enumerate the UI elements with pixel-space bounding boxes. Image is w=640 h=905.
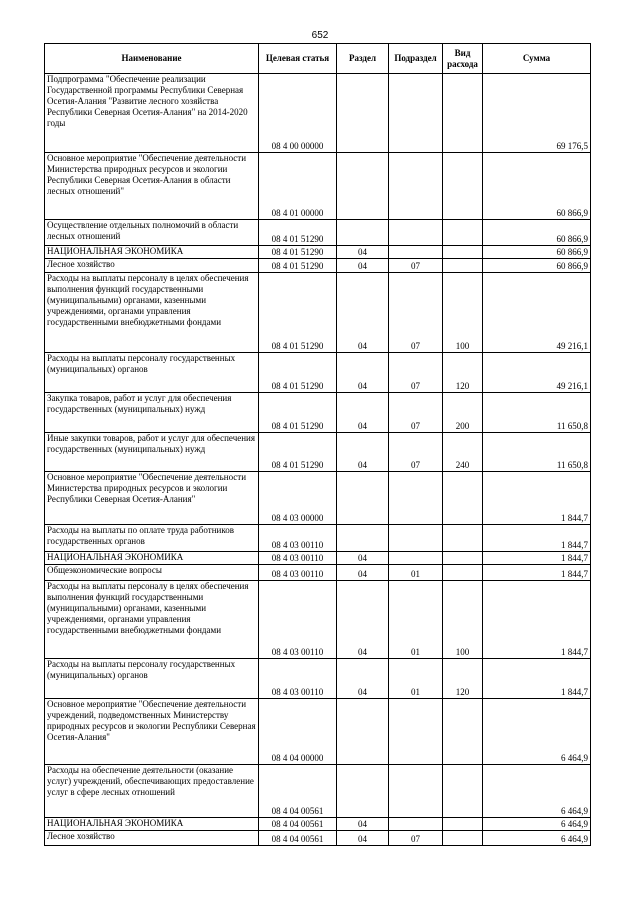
row-subsection xyxy=(389,220,443,246)
row-subsection: 07 xyxy=(389,393,443,433)
row-sum: 60 866,9 xyxy=(483,246,591,259)
row-sum: 60 866,9 xyxy=(483,220,591,246)
row-name: Основное мероприятие "Обеспечение деятельности Министерства природных ресурсов и экологии Республики Северная Осетия-Алания" xyxy=(45,472,259,525)
header-target-article: Целевая статья xyxy=(259,44,337,74)
header-section: Раздел xyxy=(337,44,389,74)
row-name: НАЦИОНАЛЬНАЯ ЭКОНОМИКА xyxy=(45,246,259,259)
row-subsection: 01 xyxy=(389,659,443,699)
row-name: Иные закупки товаров, работ и услуг для обеспечения государственных (муниципальных) нужд xyxy=(45,433,259,472)
row-sum: 6 464,9 xyxy=(483,818,591,831)
row-section: 04 xyxy=(337,246,389,259)
row-sum: 11 650,8 xyxy=(483,433,591,472)
row-name: Лесное хозяйство xyxy=(45,831,259,846)
table-row xyxy=(45,659,591,699)
row-section xyxy=(337,74,389,153)
table-row xyxy=(45,699,591,765)
table-row xyxy=(45,353,591,393)
row-name: НАЦИОНАЛЬНАЯ ЭКОНОМИКА xyxy=(45,818,259,831)
table-row xyxy=(45,220,591,246)
row-sum: 1 844,7 xyxy=(483,565,591,581)
table-row xyxy=(45,433,591,472)
budget-table xyxy=(44,43,591,846)
row-expense-type: 100 xyxy=(443,273,483,353)
row-target-article: 08 4 01 51290 xyxy=(259,246,337,259)
row-sum: 1 844,7 xyxy=(483,525,591,552)
row-expense-type: 240 xyxy=(443,433,483,472)
row-name: Лесное хозяйство xyxy=(45,259,259,273)
row-target-article: 08 4 03 00110 xyxy=(259,581,337,659)
row-subsection xyxy=(389,246,443,259)
row-subsection: 07 xyxy=(389,273,443,353)
row-expense-type xyxy=(443,552,483,565)
row-target-article: 08 4 04 00561 xyxy=(259,818,337,831)
row-subsection xyxy=(389,472,443,525)
row-target-article: 08 4 03 00110 xyxy=(259,525,337,552)
row-subsection: 07 xyxy=(389,831,443,846)
row-sum: 49 216,1 xyxy=(483,353,591,393)
row-section: 04 xyxy=(337,393,389,433)
table-row xyxy=(45,153,591,220)
row-section xyxy=(337,525,389,552)
row-name: Общеэкономические вопросы xyxy=(45,565,259,581)
table-row xyxy=(45,246,591,259)
row-target-article: 08 4 03 00110 xyxy=(259,552,337,565)
row-target-article: 08 4 01 51290 xyxy=(259,273,337,353)
row-subsection: 01 xyxy=(389,581,443,659)
row-target-article: 08 4 04 00561 xyxy=(259,831,337,846)
row-section xyxy=(337,220,389,246)
row-sum: 1 844,7 xyxy=(483,581,591,659)
row-name: Расходы на выплаты по оплате труда работников государственных органов xyxy=(45,525,259,552)
row-subsection xyxy=(389,699,443,765)
row-section: 04 xyxy=(337,552,389,565)
row-expense-type: 120 xyxy=(443,659,483,699)
table-row xyxy=(45,393,591,433)
row-expense-type xyxy=(443,246,483,259)
row-sum: 1 844,7 xyxy=(483,659,591,699)
row-name: Осуществление отдельных полномочий в области лесных отношений xyxy=(45,220,259,246)
row-name: Основное мероприятие "Обеспечение деятельности учреждений, подведомственных Министерству природных ресурсов и экологии Республики Северная Осетия-Алания" xyxy=(45,699,259,765)
row-expense-type: 200 xyxy=(443,393,483,433)
row-expense-type xyxy=(443,153,483,220)
row-target-article: 08 4 01 51290 xyxy=(259,393,337,433)
header-name: Наименование xyxy=(45,44,259,74)
row-sum: 1 844,7 xyxy=(483,552,591,565)
row-subsection xyxy=(389,525,443,552)
row-section: 04 xyxy=(337,259,389,273)
table-header-row xyxy=(45,44,591,74)
table-row xyxy=(45,525,591,552)
row-sum: 49 216,1 xyxy=(483,273,591,353)
row-subsection: 07 xyxy=(389,259,443,273)
row-section xyxy=(337,765,389,818)
row-section: 04 xyxy=(337,581,389,659)
header-expense-type: Вид расхода xyxy=(443,44,483,74)
row-subsection xyxy=(389,74,443,153)
row-name: Расходы на выплаты персоналу государственных (муниципальных) органов xyxy=(45,659,259,699)
row-target-article: 08 4 04 00561 xyxy=(259,765,337,818)
row-name: Расходы на выплаты персоналу в целях обеспечения выполнения функций государственными (муниципальными) органами, казенными учреждениями, органами управления государственными внебюджетными фондами xyxy=(45,581,259,659)
row-target-article: 08 4 04 00000 xyxy=(259,699,337,765)
row-subsection xyxy=(389,153,443,220)
row-section xyxy=(337,472,389,525)
row-name: Расходы на обеспечение деятельности (оказание услуг) учреждений, обеспечивающих предоставление услуг в сфере лесных отношений xyxy=(45,765,259,818)
table-row xyxy=(45,472,591,525)
table-row xyxy=(45,74,591,153)
table-row xyxy=(45,581,591,659)
row-sum: 60 866,9 xyxy=(483,259,591,273)
row-name: Подпрограмма "Обеспечение реализации Государственной программы Республики Северная Осетия-Алания "Развитие лесного хозяйства Республики Северная Осетия-Алания" на 2014-2020 годы xyxy=(45,74,259,153)
row-expense-type xyxy=(443,565,483,581)
row-section: 04 xyxy=(337,565,389,581)
row-target-article: 08 4 01 51290 xyxy=(259,433,337,472)
row-expense-type: 120 xyxy=(443,353,483,393)
row-expense-type xyxy=(443,472,483,525)
page-number: 652 xyxy=(311,30,329,41)
row-sum: 1 844,7 xyxy=(483,472,591,525)
row-sum: 11 650,8 xyxy=(483,393,591,433)
row-expense-type xyxy=(443,525,483,552)
table-row xyxy=(45,818,591,831)
header-subsection: Подраздел xyxy=(389,44,443,74)
row-expense-type xyxy=(443,699,483,765)
row-subsection xyxy=(389,765,443,818)
row-section: 04 xyxy=(337,659,389,699)
table-row xyxy=(45,273,591,353)
table-row xyxy=(45,552,591,565)
row-expense-type xyxy=(443,765,483,818)
row-target-article: 08 4 00 00000 xyxy=(259,74,337,153)
row-subsection xyxy=(389,552,443,565)
row-target-article: 08 4 01 51290 xyxy=(259,353,337,393)
row-section xyxy=(337,699,389,765)
row-subsection: 01 xyxy=(389,565,443,581)
row-expense-type xyxy=(443,74,483,153)
row-expense-type: 100 xyxy=(443,581,483,659)
table-row xyxy=(45,831,591,846)
row-name: Закупка товаров, работ и услуг для обеспечения государственных (муниципальных) нужд xyxy=(45,393,259,433)
row-section: 04 xyxy=(337,831,389,846)
row-name: Основное мероприятие "Обеспечение деятельности Министерства природных ресурсов и экологии Республики Северная Осетия-Алания в области лесных отношений" xyxy=(45,153,259,220)
row-target-article: 08 4 01 00000 xyxy=(259,153,337,220)
row-expense-type xyxy=(443,818,483,831)
row-sum: 6 464,9 xyxy=(483,699,591,765)
row-target-article: 08 4 03 00110 xyxy=(259,659,337,699)
row-section: 04 xyxy=(337,433,389,472)
row-target-article: 08 4 01 51290 xyxy=(259,220,337,246)
table-row xyxy=(45,765,591,818)
row-sum: 69 176,5 xyxy=(483,74,591,153)
row-subsection: 07 xyxy=(389,353,443,393)
row-section xyxy=(337,153,389,220)
row-name: Расходы на выплаты персоналу государственных (муниципальных) органов xyxy=(45,353,259,393)
table-row xyxy=(45,259,591,273)
row-section: 04 xyxy=(337,818,389,831)
row-expense-type xyxy=(443,220,483,246)
row-target-article: 08 4 03 00000 xyxy=(259,472,337,525)
row-section: 04 xyxy=(337,273,389,353)
table-row xyxy=(45,565,591,581)
row-target-article: 08 4 01 51290 xyxy=(259,259,337,273)
row-section: 04 xyxy=(337,353,389,393)
row-subsection: 07 xyxy=(389,433,443,472)
row-sum: 6 464,9 xyxy=(483,765,591,818)
row-subsection xyxy=(389,818,443,831)
row-expense-type xyxy=(443,831,483,846)
row-expense-type xyxy=(443,259,483,273)
row-sum: 60 866,9 xyxy=(483,153,591,220)
header-sum: Сумма xyxy=(483,44,591,74)
row-name: НАЦИОНАЛЬНАЯ ЭКОНОМИКА xyxy=(45,552,259,565)
row-sum: 6 464,9 xyxy=(483,831,591,846)
row-target-article: 08 4 03 00110 xyxy=(259,565,337,581)
row-name: Расходы на выплаты персоналу в целях обеспечения выполнения функций государственными (муниципальными) органами, казенными учреждениями, органами управления государственными внебюджетными фондами xyxy=(45,273,259,353)
